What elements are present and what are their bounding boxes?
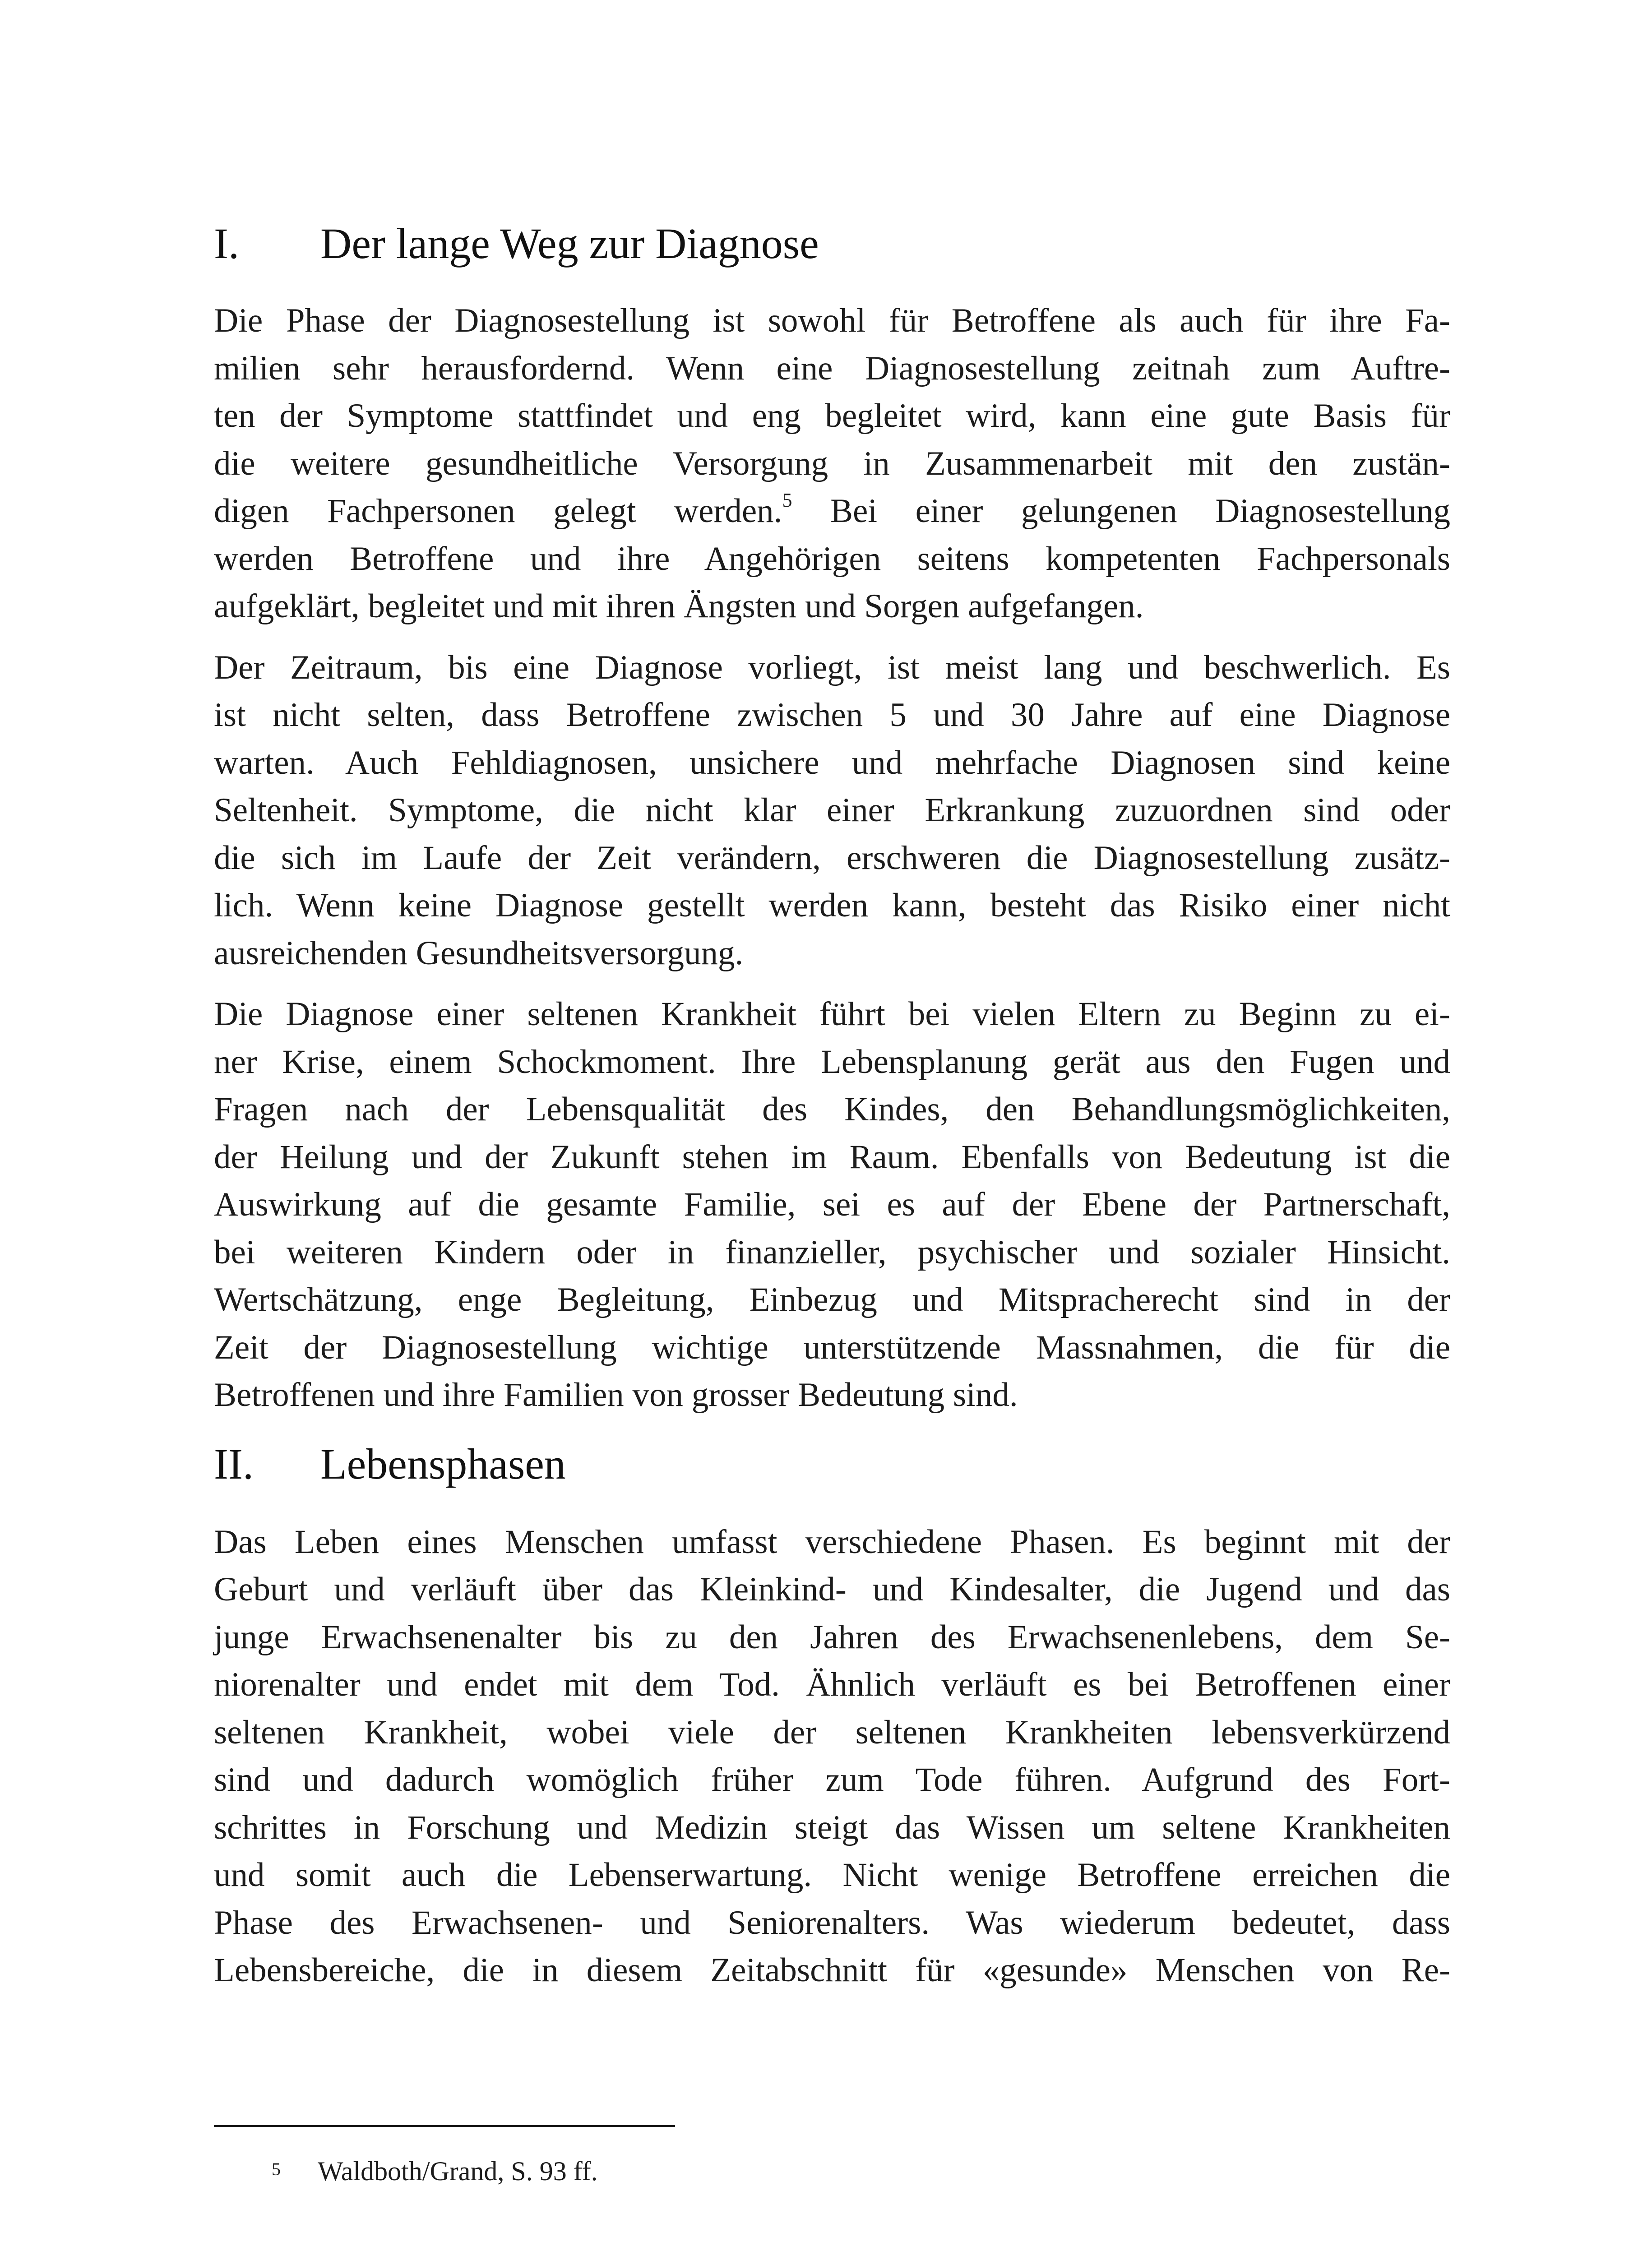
footnote-divider <box>214 2125 675 2127</box>
text-segment: Bei einer gelungenen Diagnosestellung <box>792 492 1451 530</box>
text-line: sind und dadurch womöglich früher zum Tode führen. Aufgrund des Fort- <box>214 1761 1450 1798</box>
text-line: die sich im Laufe der Zeit verändern, erschweren die Diagnosestellung zusätz- <box>214 839 1450 877</box>
footnote-number: 5 <box>272 2159 281 2179</box>
section-title-2: Lebensphasen <box>320 1439 566 1488</box>
text-line: Lebensbereiche, die in diesem Zeitabschnitt für «gesunde» Menschen von Re- <box>214 1951 1450 1989</box>
text-line: niorenalter und endet mit dem Tod. Ähnlich verläuft es bei Betroffenen einer <box>214 1666 1450 1703</box>
text-line: die weitere gesundheitliche Versorgung in Zusammenarbeit mit den zustän- <box>214 444 1450 482</box>
text-line: Seltenheit. Symptome, die nicht klar einer Erkrankung zuzuordnen sind oder <box>214 791 1450 829</box>
text-line: ner Krise, einem Schockmoment. Ihre Lebensplanung gerät aus den Fugen und <box>214 1043 1450 1081</box>
paragraph-diagnosis-duration <box>214 644 1450 977</box>
section-number-2: II. <box>214 1439 254 1488</box>
paragraph-diagnosis-phase <box>214 297 1450 630</box>
section-title-1: Der lange Weg zur Diagnose <box>320 219 819 268</box>
footnote <box>214 2153 1450 2189</box>
footnote-reference[interactable]: 5 <box>782 489 792 511</box>
text-line: Betroffenen und ihre Familien von grosser Bedeutung sind. <box>214 1376 1018 1414</box>
text-line: werden Betroffene und ihre Angehörigen seitens kompetenten Fachpersonals <box>214 540 1450 578</box>
text-line: Die Diagnose einer seltenen Krankheit führt bei vielen Eltern zu Beginn zu ei- <box>214 995 1450 1033</box>
paragraph-diagnosis-crisis <box>214 990 1450 1419</box>
text-segment: digen Fachpersonen gelegt werden. <box>214 492 782 530</box>
text-line-with-footnote <box>214 487 1450 535</box>
text-line: Zeit der Diagnosestellung wichtige unterstützende Massnahmen, die für die <box>214 1328 1450 1366</box>
text-line: seltenen Krankheit, wobei viele der seltenen Krankheiten lebensverkürzend <box>214 1713 1450 1751</box>
text-line: ist nicht selten, dass Betroffene zwischen 5 und 30 Jahre auf eine Diagnose <box>214 696 1450 734</box>
section-heading-1 <box>214 212 1450 275</box>
text-line: Fragen nach der Lebensqualität des Kindes, den Behandlungsmöglichkeiten, <box>214 1091 1450 1128</box>
text-line: Auswirkung auf die gesamte Familie, sei es auf der Ebene der Partnerschaft, <box>214 1186 1450 1223</box>
page-content <box>214 212 1450 2008</box>
text-line: ausreichenden Gesundheitsversorgung. <box>214 934 744 972</box>
text-line: Phase des Erwachsenen- und Seniorenalters. Was wiederum bedeutet, dass <box>214 1904 1450 1942</box>
paragraph-life-phases <box>214 1518 1450 1994</box>
text-line: Wertschätzung, enge Begleitung, Einbezug und Mitspracherecht sind in der <box>214 1281 1450 1318</box>
text-line: lich. Wenn keine Diagnose gestellt werden kann, besteht das Risiko einer nicht <box>214 887 1450 924</box>
text-line: bei weiteren Kindern oder in finanzieller, psychischer und sozialer Hinsicht. <box>214 1233 1450 1271</box>
text-line: ten der Symptome stattfindet und eng begleitet wird, kann eine gute Basis für <box>214 397 1450 435</box>
text-line: Die Phase der Diagnosestellung ist sowohl für Betroffene als auch für ihre Fa- <box>214 302 1450 339</box>
text-line: Der Zeitraum, bis eine Diagnose vorliegt, ist meist lang und beschwerlich. Es <box>214 648 1450 686</box>
text-line: junge Erwachsenenalter bis zu den Jahren des Erwachsenenlebens, dem Se- <box>214 1618 1450 1656</box>
text-line: der Heilung und der Zukunft stehen im Raum. Ebenfalls von Bedeutung ist die <box>214 1138 1450 1176</box>
text-line: Geburt und verläuft über das Kleinkind- und Kindesalter, die Jugend und das <box>214 1571 1450 1608</box>
text-line: milien sehr herausfordernd. Wenn eine Diagnosestellung zeitnah zum Auftre- <box>214 349 1450 387</box>
section-number-1: I. <box>214 219 239 268</box>
footnote-text: Waldboth/Grand, S. 93 ff. <box>318 2156 598 2186</box>
section-heading-2 <box>214 1433 1450 1496</box>
text-line: und somit auch die Lebenserwartung. Nicht wenige Betroffene erreichen die <box>214 1856 1450 1894</box>
text-line: aufgeklärt, begleitet und mit ihren Ängsten und Sorgen aufgefangen. <box>214 587 1144 625</box>
text-line: Das Leben eines Menschen umfasst verschiedene Phasen. Es beginnt mit der <box>214 1523 1450 1561</box>
text-line: schrittes in Forschung und Medizin steigt das Wissen um seltene Krankheiten <box>214 1808 1450 1846</box>
text-line: warten. Auch Fehldiagnosen, unsichere und mehrfache Diagnosen sind keine <box>214 744 1450 781</box>
